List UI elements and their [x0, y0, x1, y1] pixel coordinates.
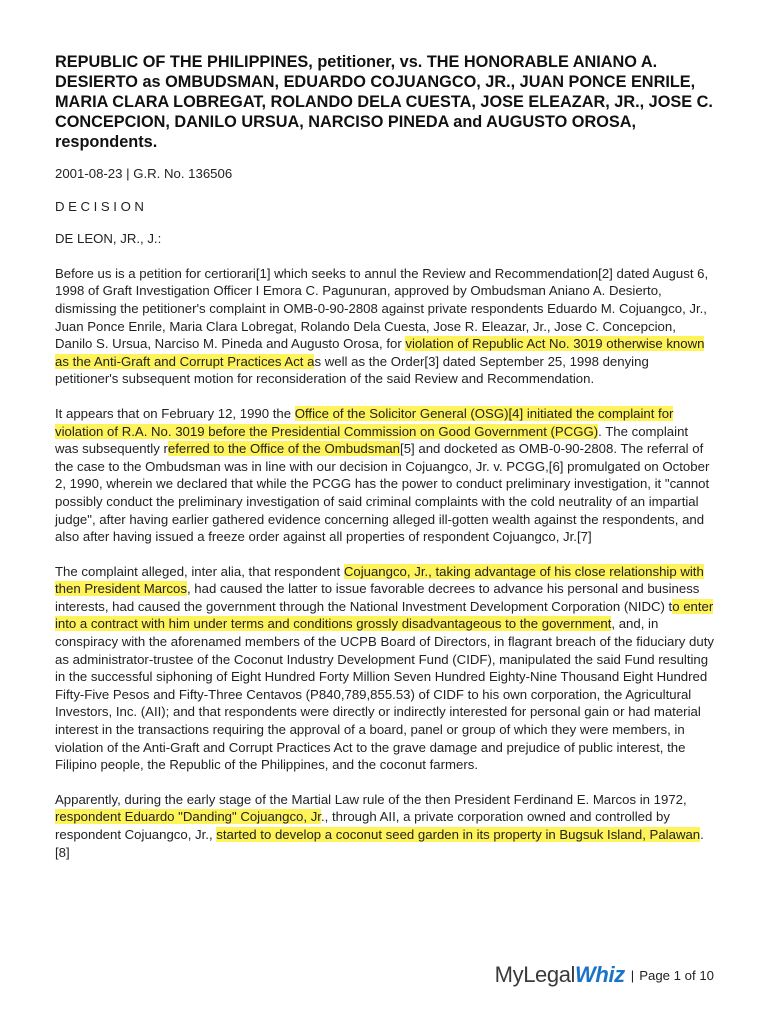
paragraph-2 [55, 405, 715, 546]
text-run: s well as the Order[3] dated September 25, 1998 denying petitioner's subsequent motion for reconsideration of the said Review and Recommendation. [55, 353, 649, 387]
text-run: The complaint alleged, inter alia, that respondent [55, 563, 344, 579]
page-number: Page 1 of 10 [639, 967, 714, 983]
logo-legal: Legal [523, 962, 576, 987]
case-meta: 2001-08-23 | G.R. No. 136506 [55, 166, 233, 181]
highlight: Office of the Solicitor General (OSG)[4] initiated the complaint for violation of R.A. No. 3019 before the Presidential Commission on Good Government (PCGG) [55, 405, 674, 439]
text-run: .[8] [55, 827, 704, 860]
paragraph-4 [55, 791, 715, 861]
decision-heading: DECISION [55, 198, 148, 214]
mylegalwhiz-logo[interactable] [495, 962, 625, 988]
paragraph-1 [55, 265, 715, 388]
highlight: Cojuangco, Jr., taking advantage of his close relationship with then President Marcos [55, 563, 704, 597]
text-run: ., through AII, a private corporation owned and controlled by respondent Cojuangco, Jr., [55, 809, 670, 842]
logo-whiz: Whiz [575, 962, 625, 987]
document-page [55, 52, 715, 874]
highlight: respondent Eduardo "Danding" Cojuangco, Jr [55, 809, 321, 825]
text-run: , had caused the latter to issue favorable decrees to advance his personal and business interests, had caused the government through the National Investment Development Corporation (NIDC) t [55, 581, 700, 614]
highlight: o enter into a contract with him under terms and conditions grossly disadvantageous to the government [55, 598, 714, 632]
text-run: [5] and docketed as OMB-0-90-2808. The referral of the case to the Ombudsman was in line with our decision in Cojuangco, Jr. v. PCGG,[6] promulgated on October 2, 1990, wherein we declared that while the PCGG has the power to conduct preliminary investigation, it "cannot possibly conduct the preliminary investigation of said criminal complaints with the cold neutrality of an impartial judge", after having earlier gathered evidence concerning alleged ill-gotten wealth against the respondents, and also after having issued a freeze order against all properties of respondent Cojuangco, Jr.[7] [55, 441, 710, 545]
highlight: eferred to the Office of the Ombudsman [167, 441, 401, 457]
highlight: violation of Republic Act No. 3019 otherwise known as the Anti-Graft and Corrupt Practices Act a [55, 336, 705, 369]
text-run: Before us is a petition for certiorari[1] which seeks to annul the Review and Recommendation[2] dated August 6, 1998 of Graft Investigation Officer I Emora C. Pagunuran, approved by Ombudsman Aniano A. Desierto, dismissing the petitioner's complaint in OMB-0-90-2808 against private respondents Eduardo M. Cojuangco, Jr., Juan Ponce Enrile, Maria Clara Lobregat, Rolando Dela Cuesta, Jose R. Eleazar, Jr., Jose C. Concepcion, Danilo S. Ursua, Narciso M. Pineda and Augusto Orosa, for [55, 265, 709, 352]
ponente: DE LEON, JR., J.: [55, 231, 162, 247]
logo-my: My [494, 962, 524, 987]
text-run: , and, in conspiracy with the aforenamed members of the UCPB Board of Directors, in flagrant breach of the fiduciary duty as administrator-trustee of the Coconut Industry Development Fund (CIDF), manipulated the said Fund resulting in the successful siphoning of Eight Hundred Forty Million Seven Hundred Eighty-Nine Thousand Eight Hundred Fifty-Five Pesos and Fifty-Three Centavos (P840,789,855.53) of CIDF to his own corporation, the Agricultural Investors, Inc. (AII); and that respondents were directly or indirectly interested for personal gain or had material interest in the transactions requiring the approval of a board, panel or group of which they were members, in violation of the Anti-Graft and Corrupt Practices Act to the grave damage and prejudice of public interest, the Filipino people, the Republic of the Philippines, and the coconut farmers. [55, 616, 714, 773]
text-run: . The complaint was subsequently r [55, 423, 689, 457]
text-run: It appears that on February 12, 1990 the [55, 405, 295, 421]
text-run: Apparently, during the early stage of the Martial Law rule of the then President Ferdinand E. Marcos in 1972, [55, 791, 687, 807]
footer-separator: | [630, 967, 635, 983]
highlight: started to develop a coconut seed garden in its property in Bugsuk Island, Palawan [216, 827, 701, 842]
paragraph-3 [55, 563, 715, 774]
page-footer [495, 962, 714, 988]
case-title: REPUBLIC OF THE PHILIPPINES, petitioner, vs. THE HONORABLE ANIANO A. DESIERTO as OMBUDSMAN, EDUARDO COJUANGCO, JR., JUAN PONCE ENRILE, MARIA CLARA LOBREGAT, ROLANDO DELA CUESTA, JOSE ELEAZAR, JR., JOSE C. CONCEPCION, DANILO URSUA, NARCISO PINEDA and AUGUSTO OROSA, respondents. [55, 53, 713, 151]
